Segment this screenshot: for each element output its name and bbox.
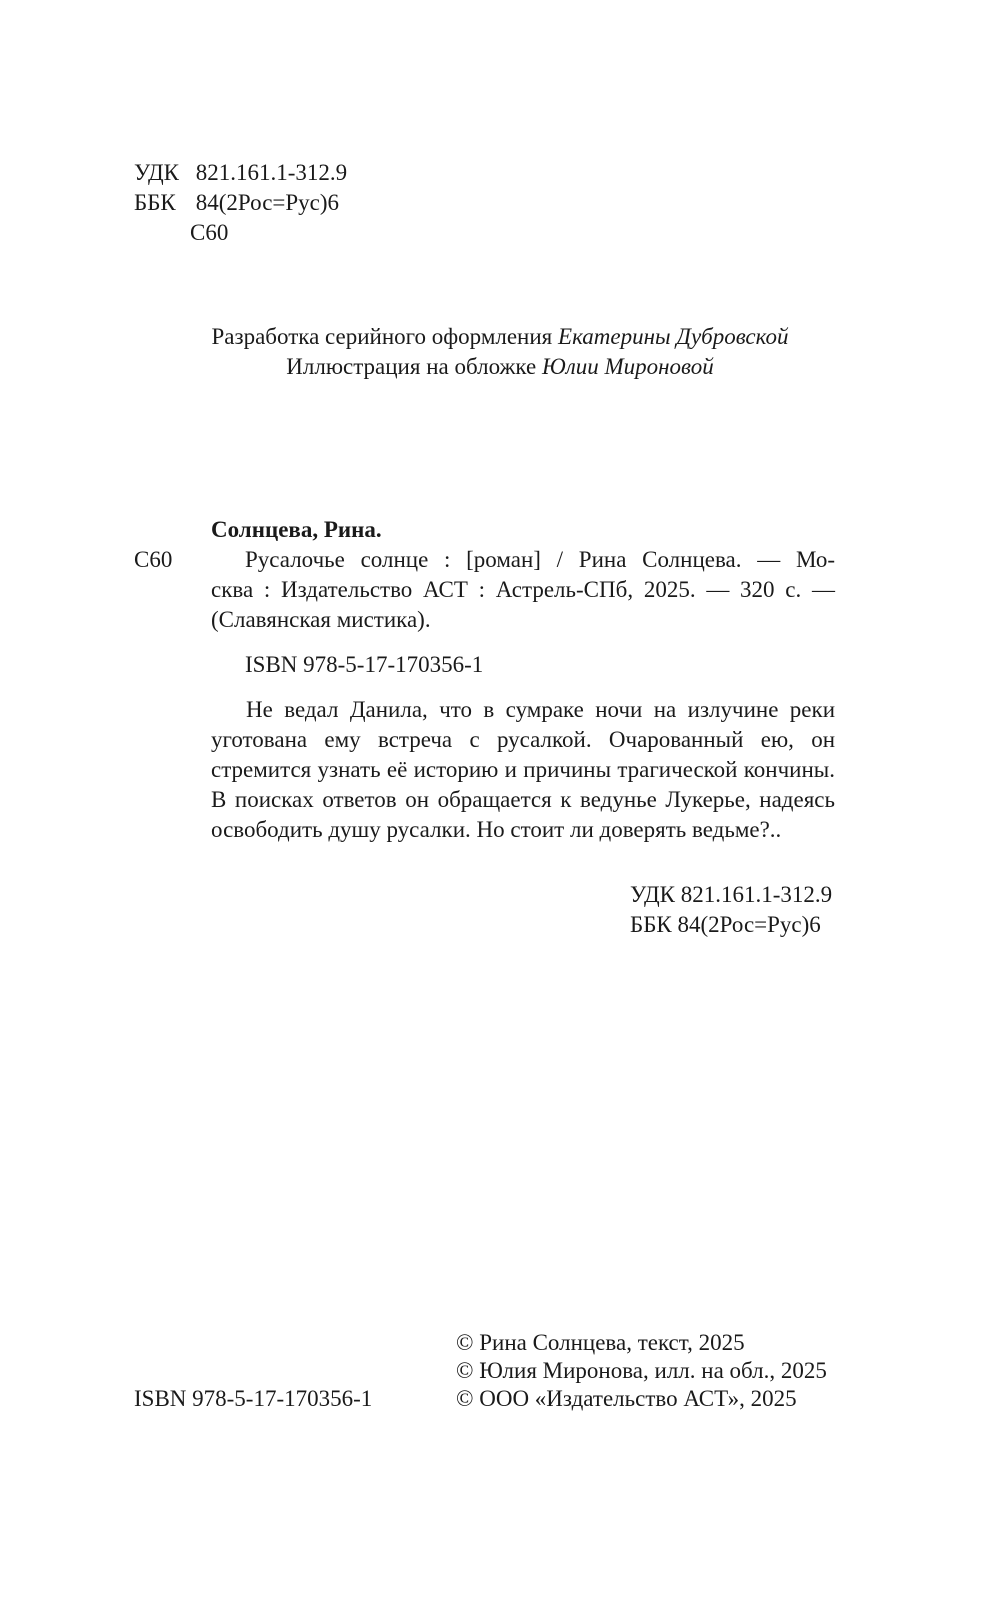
bbk-row (134, 188, 339, 218)
author-mark-record: С60 (134, 547, 173, 572)
udk-line: УДК 821.161.1-312.9 (630, 882, 833, 907)
annotation: Не ведал Данила, что в сумраке ночи на излучине реки уготована ему встреча с русалкой. Очарованный ею, он стремится узнать её историю и причины трагической кончины. В поисках ответов он обращается к ведунье Лукерье, надеясь освободить душу русалки. Но стоит ли доверять ведьме?.. (211, 697, 835, 842)
bbk-line: ББК 84(2Рос=Рус)6 (630, 912, 821, 937)
author-heading: Солнцева, Рина. (211, 517, 382, 542)
udk-row (134, 158, 347, 188)
bbk-label: ББК (134, 190, 176, 215)
udk-value: 821.161.1-312.9 (195, 160, 348, 185)
copyright-1: © Рина Солнцева, текст, 2025 (456, 1330, 745, 1355)
author-mark-top: С60 (190, 220, 229, 245)
isbn-record: ISBN 978-5-17-170356-1 (245, 652, 484, 677)
description-line-2: сква : Издательство АСТ : Астрель-СПб, 2025. — 320 с. — (211, 577, 835, 602)
copyright-2: © Юлия Миронова, илл. на обл., 2025 (456, 1358, 827, 1383)
isbn-footer: ISBN 978-5-17-170356-1 (134, 1386, 373, 1411)
design-credit-text: Разработка серийного оформления (211, 324, 553, 349)
illustration-credit-name: Юлии Мироновой (541, 354, 714, 379)
design-credit (0, 322, 1000, 352)
design-credit-name: Екатерины Дубровской (558, 324, 789, 349)
illustration-credit-text: Иллюстрация на обложке (286, 354, 537, 379)
description-line-1: Русалочье солнце : [роман] / Рина Солнцева. — Мо- (245, 547, 835, 572)
illustration-credit (0, 352, 1000, 382)
udk-label: УДК (134, 160, 179, 185)
copyright-3: © ООО «Издательство АСТ», 2025 (456, 1386, 797, 1411)
bbk-value: 84(2Рос=Рус)6 (195, 190, 340, 215)
description-line-3: (Славянская мистика). (211, 607, 431, 632)
